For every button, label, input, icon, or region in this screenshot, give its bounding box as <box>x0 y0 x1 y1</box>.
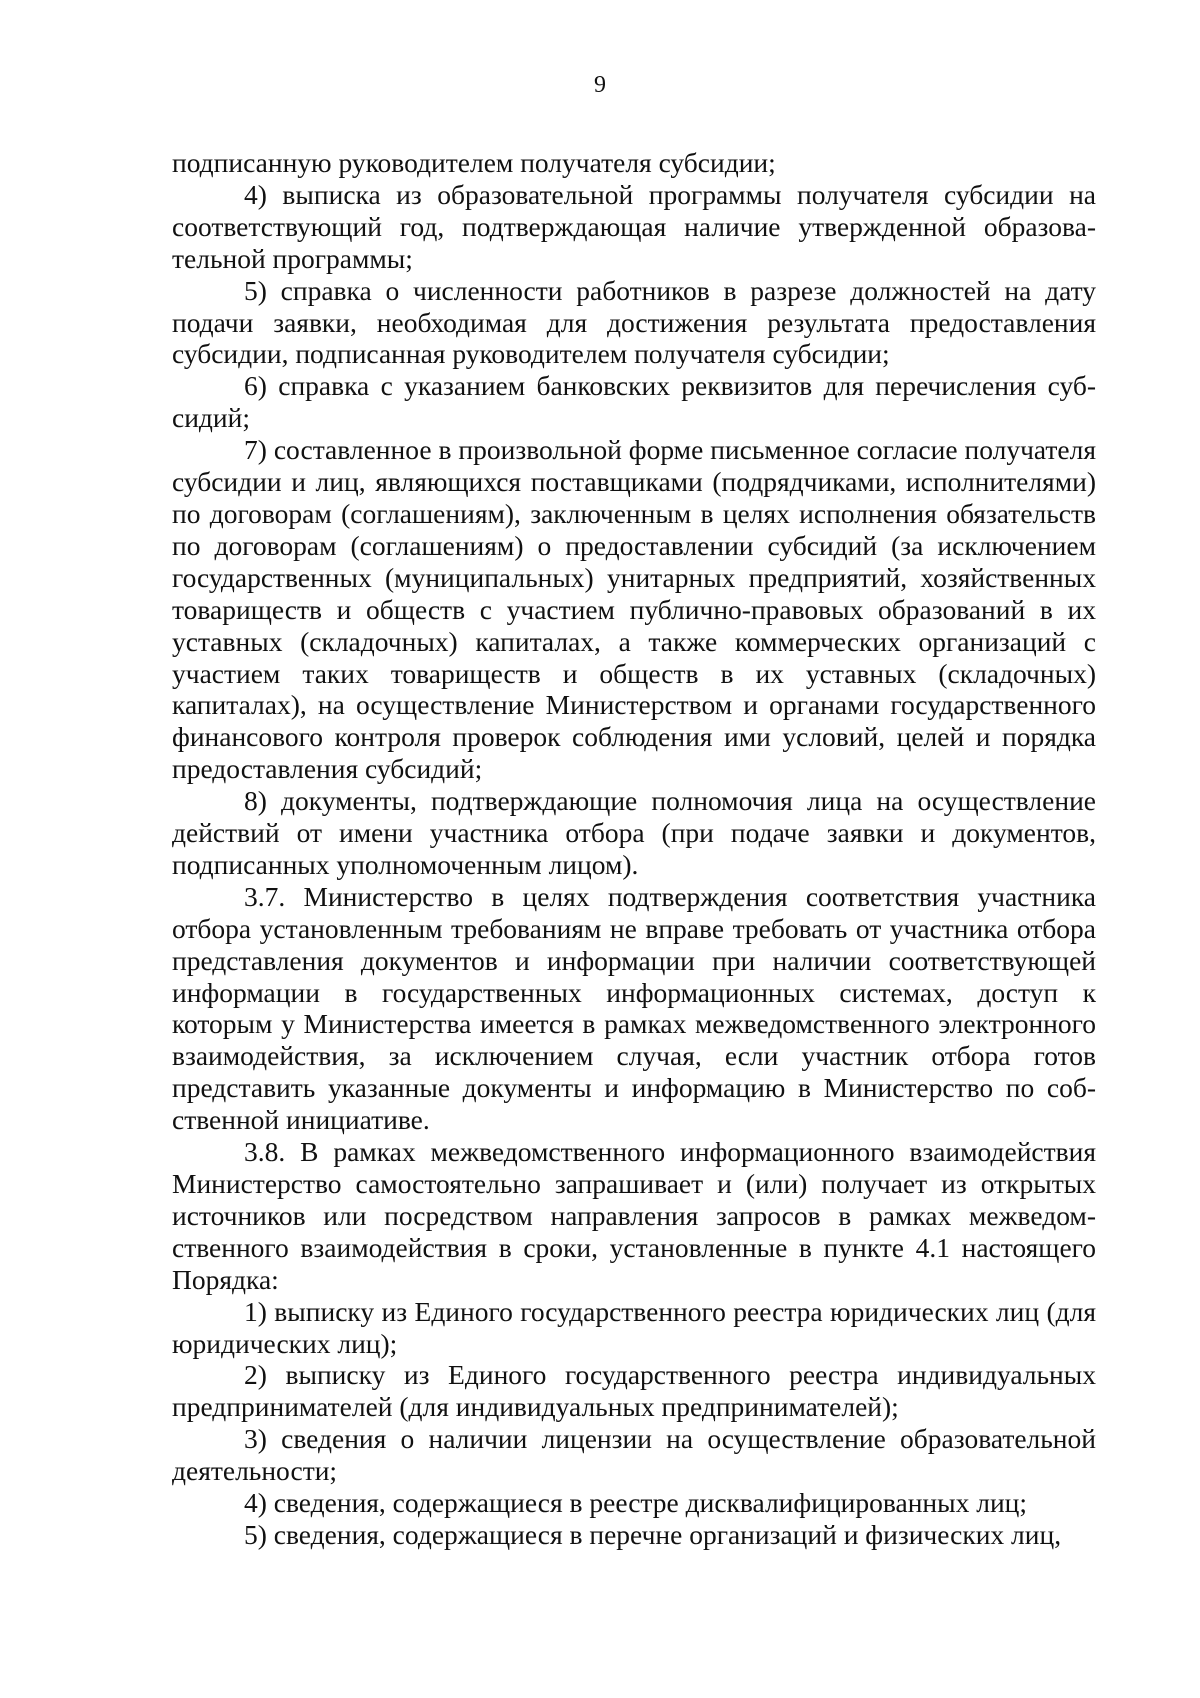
paragraph: 7) составленное в произвольной форме письменное согласие получателя субсидии и лиц, являющихся поставщиками (подрядчиками, исполнителями) по договорам (соглашениям), заключенным в целях исполнения обязательств по договорам (соглашениям) о предоставлении субсидий (за исключением государственных (муниципальных) унитарных предприятий, хозяйственных товариществ и обществ с участием публично-правовых образований в их уставных (складочных) капиталах, а также коммерческих организаций с участием таких товариществ и обществ в их уставных (складочных) капиталах), на осуществление Министерством и органами государственного финансового контроля проверок соблюдения ими условий, целей и порядка предоставления субсидий; <box>172 434 1096 785</box>
paragraph: 2) выписку из Единого государственного реестра индивидуальных предпринимателей (для индивидуальных предпринимателей); <box>172 1359 1096 1423</box>
document-body <box>172 147 1096 1551</box>
paragraph: 4) выписка из образовательной программы получателя субсидии на соответствующий год, подтверждающая наличие утвержденной образовательной программы; <box>172 178 1096 274</box>
paragraph: 3.8. В рамках межведомственного информационного взаимодействия Министерство самостоятельно запрашивает и (или) получает из открытых источников или посредством направления запросов в рамках межведомственного взаимодействия в сроки, установленные в пункте 4.1 настоящего Порядка: <box>172 1136 1096 1295</box>
page-number: 9 <box>594 72 606 98</box>
paragraph: 8) документы, подтверждающие полномочия лица на осуществление действий от имени участника отбора (при подаче заявки и документов, подписанных уполномоченным лицом). <box>172 785 1096 880</box>
paragraph: 3) сведения о наличии лицензии на осуществление образовательной деятельности; <box>172 1423 1096 1487</box>
paragraph: подписанную руководителем получателя субсидии; <box>172 147 776 178</box>
paragraph: 4) сведения, содержащиеся в реестре дисквалифицированных лиц; <box>244 1487 1028 1519</box>
paragraph: 1) выписку из Единого государственного реестра юридических лиц (для юридических лиц); <box>172 1295 1096 1359</box>
paragraph: 6) справка с указанием банковских реквизитов для перечисления субсидий; <box>172 370 1096 434</box>
paragraph: 5) сведения, содержащиеся в перечне организаций и физических лиц, <box>244 1518 1062 1550</box>
paragraph: 5) справка о численности работников в разрезе должностей на дату подачи заявки, необходимая для достижения результата предоставления субсидии, подписанная руководителем получателя субсидии; <box>172 274 1096 370</box>
paragraph: 3.7. Министерство в целях подтверждения соответствия участника отбора установленным требованиям не вправе требовать от участника отбора представления документов и информации при наличии соответствующей информации в государственных информационных системах, доступ к которым у Министерства имеется в рамках межведомственного электронного взаимодействия, за исключением случая, если участник отбора готов представить указанные документы и информацию в Министерство по собственной инициативе. <box>172 880 1096 1136</box>
